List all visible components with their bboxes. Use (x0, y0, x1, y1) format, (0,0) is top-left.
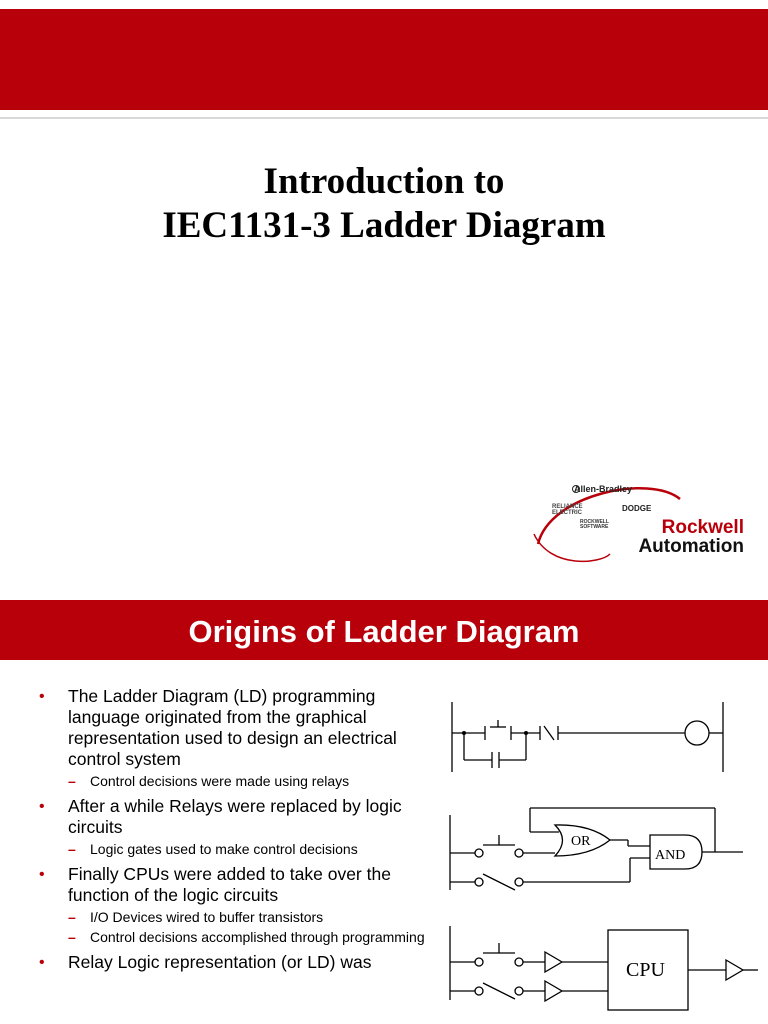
and-gate-label: AND (655, 848, 686, 863)
content-title: Origins of Ladder Diagram (188, 614, 580, 649)
rockwell-automation-logo (530, 474, 760, 574)
allen-bradley-text: Allen-Bradley (574, 484, 633, 494)
bullet-dot-icon: • (39, 688, 45, 705)
dash-icon: – (68, 909, 76, 925)
relay-ladder-diagram (452, 702, 723, 772)
title-line-1: Introduction to (263, 161, 505, 202)
reliance-text: RELIANCE ELECTRIC (552, 504, 583, 516)
title-line-2: IEC1131-3 Ladder Diagram (162, 205, 606, 246)
sub-bullet-item: – I/O Devices wired to buffer transistors (68, 909, 324, 925)
slide-title (0, 160, 768, 248)
dodge-text: DODGE (622, 504, 652, 513)
dash-icon: – (68, 841, 76, 857)
content-header (0, 600, 768, 660)
ladder-evolution-diagram (440, 690, 760, 1024)
cpu-label: CPU (626, 959, 665, 981)
slide-gap (0, 588, 768, 600)
or-gate-label: OR (571, 834, 591, 849)
bullet-item: • Finally CPUs were added to take over the function of the logic circuits (39, 864, 391, 905)
bullet-item: • The Ladder Diagram (LD) programming language originated from the graphical representation used to design an electrical control system (39, 686, 397, 769)
bullet-item: • Relay Logic representation (or LD) was (39, 952, 372, 972)
divider-line (0, 117, 768, 119)
sub-bullet-item: – Logic gates used to make control decisions (68, 841, 358, 857)
title-banner (0, 9, 768, 110)
sub-bullet-item: – Control decisions accomplished through programming (68, 929, 425, 945)
bullet-item: • After a while Relays were replaced by logic circuits (39, 796, 402, 837)
dash-icon: – (68, 773, 76, 789)
rockwell-text: Rockwell (661, 517, 744, 538)
automation-text: Automation (638, 536, 744, 557)
bullet-dot-icon: • (39, 866, 45, 883)
bullet-list (34, 686, 434, 973)
cpu-diagram (450, 926, 758, 1010)
sub-bullet-item: – Control decisions were made using relays (68, 773, 350, 789)
dash-icon: – (68, 929, 76, 945)
rockwell-software-text: ROCKWELL SOFTWARE (580, 519, 609, 530)
bullet-dot-icon: • (39, 798, 45, 815)
logic-gate-diagram (450, 808, 743, 890)
bullet-dot-icon: • (39, 954, 45, 971)
